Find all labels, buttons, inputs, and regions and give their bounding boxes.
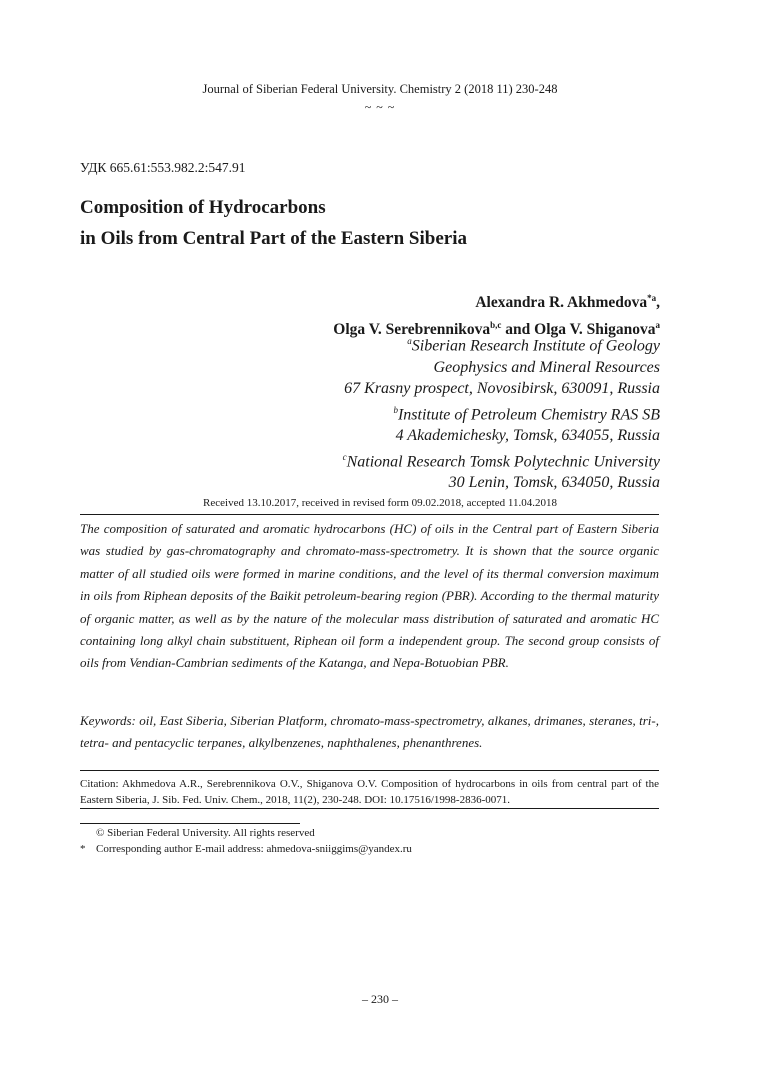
header-separator: ~ ~ ~ — [364, 100, 396, 114]
title-line-1: Composition of Hydrocarbons — [80, 197, 326, 218]
affiliation-line: 67 Krasny prospect, Novosibirsk, 630091, Russia — [344, 380, 660, 398]
affiliation-line: 4 Akademichesky, Tomsk, 634055, Russia — [395, 427, 660, 445]
affiliation-mark: a — [407, 336, 412, 346]
affiliation-line — [343, 331, 660, 357]
citation-text: Citation: Akhmedova A.R., Serebrennikova O.V., Shiganova O.V. Composition of hydrocarbons in oils from central part of the Eastern Siberia, J. Sib. Fed. Univ. Chem., 2018, 11(2), 230-248. DOI: 10.17516/1998-2836-0071. — [80, 778, 659, 806]
author-affiliation-mark: a — [655, 320, 660, 331]
affiliation-mark: b — [393, 404, 398, 415]
corresponding-author-footnote: Corresponding author E-mail address: ahmedova-sniiggims@yandex.ru — [96, 843, 412, 855]
citation-bottom-rule — [80, 808, 659, 809]
title-line-2: in Oils from Central Part of the Eastern Siberia — [80, 228, 467, 249]
affiliation-text: Siberian Research Institute of Geology — [411, 337, 660, 355]
author-conjunction: and — [501, 321, 535, 339]
received-dates: Received 13.10.2017, received in revised form 09.02.2018, accepted 11.04.2018 — [203, 497, 557, 509]
affiliation-mark: c — [342, 451, 347, 462]
author-name: Olga V. Serebrennikova — [333, 321, 491, 339]
abstract-top-rule — [80, 514, 659, 515]
journal-header: Journal of Siberian Federal University. Chemistry 2 (2018 11) 230-248 — [202, 82, 558, 96]
footnote-star: * — [80, 843, 86, 855]
article-title — [80, 192, 467, 254]
page-number: – 230 – — [362, 992, 398, 1006]
abstract-text: The composition of saturated and aromatic hydrocarbons (HC) of oils in the Central part of Eastern Siberia was studied by gas-chromatography and chromato-mass-spectrometry. It is shown that the source organic matter of all studied oils were formed in marine conditions, and the level of its thermal conversion maximum in oils from Riphean deposits of the Baikit petroleum-bearing region (PBR). According to the thermal maturity of organic matter, as well as by the nature of the molecular mass distribution of saturated and aromatic HC containing long alkyl chain substituent, Riphean oil form a independent group. The second group consists of oils from Vendian-Cambrian sediments of the Katanga, and Nepa-Botuobian PBR. — [80, 521, 659, 671]
affiliation-line: 30 Lenin, Tomsk, 634050, Russia — [448, 474, 660, 492]
author-affiliation-mark: *a — [647, 293, 657, 303]
author-separator: , — [656, 294, 660, 312]
affiliation-block — [343, 331, 660, 494]
affiliation-text: Institute of Petroleum Chemistry RAS SB — [397, 405, 660, 423]
affiliation-text: National Research Tomsk Polytechnic University — [346, 453, 660, 471]
keywords-text: Keywords: oil, East Siberia, Siberian Platform, chromato-mass-spectrometry, alkanes, drimanes, steranes, tri-, tetra- and pentacyclic terpanes, alkylbenzenes, naphthalenes, phenanthrenes. — [80, 713, 659, 751]
author-line-1 — [333, 287, 660, 314]
copyright-footnote: © Siberian Federal University. All rights reserved — [96, 827, 315, 839]
affiliation-line — [343, 400, 660, 426]
footnote-rule — [80, 823, 300, 824]
affiliation-line: Geophysics and Mineral Resources — [433, 358, 660, 376]
citation-top-rule — [80, 770, 659, 771]
udk-code: УДК 665.61:553.982.2:547.91 — [80, 160, 246, 175]
author-name: Alexandra R. Akhmedova — [475, 294, 648, 312]
author-name: Olga V. Shiganova — [534, 321, 656, 339]
affiliation-line — [343, 447, 660, 473]
author-affiliation-mark: b,c — [490, 320, 502, 331]
